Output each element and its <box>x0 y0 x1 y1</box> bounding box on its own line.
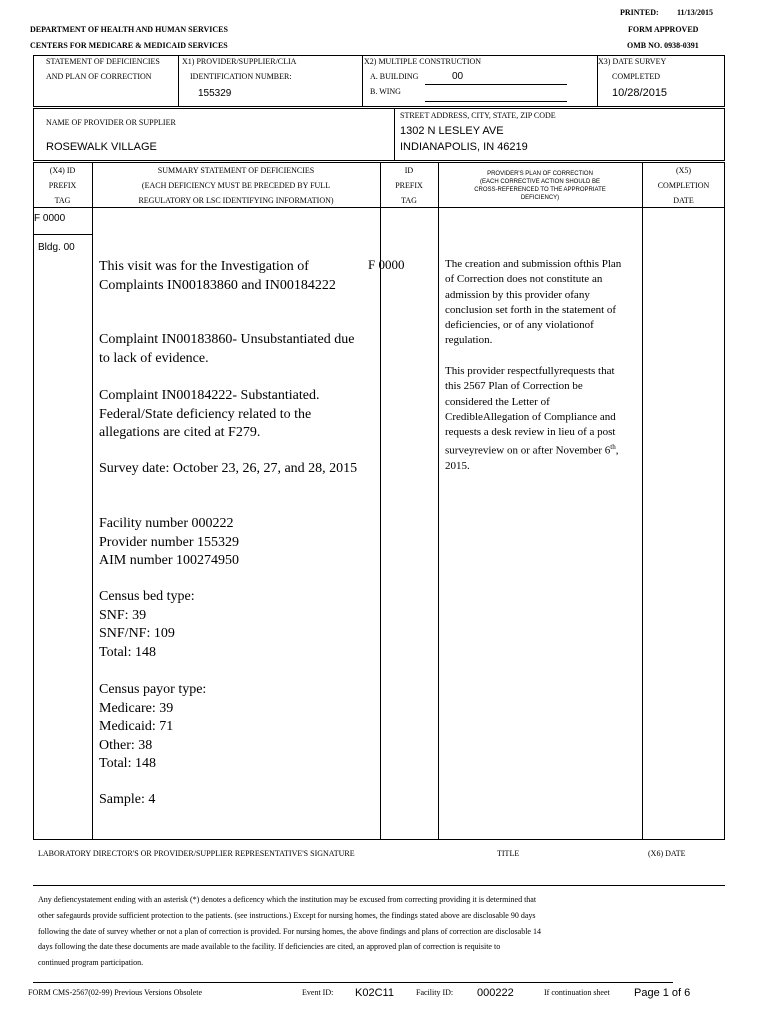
printed-date: 11/13/2015 <box>677 8 714 17</box>
summary-paragraph-8: Sample: 4 <box>99 792 156 807</box>
street-address: 1302 N LESLEY AVE <box>400 125 504 137</box>
provider-name: ROSEWALK VILLAGE <box>46 141 157 153</box>
printed-label: PRINTED: <box>620 8 659 17</box>
summary-paragraph-1: This visit was for the Investigation of Complaints IN00183860 and IN00184222 <box>99 259 336 293</box>
disclaimer-line-4: days following the date these documents are made available to the facility. If deficiencies are cited, an approved plan of correction is requisite to <box>38 942 501 951</box>
x6-date-label: (X6) DATE <box>648 849 686 858</box>
summary-subheader-2: REGULATORY OR LSC IDENTIFYING INFORMATION) <box>138 196 334 205</box>
disclaimer-line-1: Any defiencystatement ending with an asterisk (*) denotes a deficency which the institution may be excused from correcting providing it is determined that <box>38 895 537 904</box>
x4-prefix-header: PREFIX <box>48 181 77 190</box>
event-id-label: Event ID: <box>302 988 334 997</box>
facility-id: 000222 <box>477 987 514 999</box>
date-header: DATE <box>673 196 694 205</box>
x2-label: X2) MULTIPLE CONSTRUCTION <box>364 57 482 66</box>
summary-paragraph-6: Census bed type: SNF: 39 SNF/NF: 109 Total: 148 <box>99 589 195 660</box>
building-label: A. BUILDING <box>370 72 419 81</box>
poc-paragraph-2: This provider respectfullyrequests that this 2567 Plan of Correction be considered the Letter of CredibleAllegation of Compliance and requests a desk review in lieu of a post surveyreview on or after November 6th, 2015. <box>445 365 619 473</box>
x1-label: X1) PROVIDER/SUPPLIER/CLIA <box>182 57 297 66</box>
summary-paragraph-3: Complaint IN00184222- Substantiated. Federal/State deficiency related to the allegations are cited at F279. <box>99 388 320 440</box>
x4-tag-header: TAG <box>54 196 71 205</box>
wing-underline <box>425 101 567 102</box>
id-header: ID <box>404 166 414 175</box>
building-underline <box>425 84 567 85</box>
x3-label: X3) DATE SURVEY <box>598 57 667 66</box>
provider-name-label: NAME OF PROVIDER OR SUPPLIER <box>46 118 176 127</box>
prefix-header: PREFIX <box>395 181 423 190</box>
poc-header: PROVIDER'S PLAN OF CORRECTION <box>487 171 593 177</box>
title-label: TITLE <box>497 849 520 858</box>
disclaimer-line-3: following the date of survey whether or not a plan of correction is provided. For nursing homes, the above findings and plans of correction are disclosable 14 <box>38 927 541 936</box>
left-tag: F 0000 <box>34 213 66 224</box>
completed-label: COMPLETED <box>612 72 660 81</box>
event-id: K02C11 <box>355 987 394 999</box>
summary-paragraph-7: Census payor type: Medicare: 39 Medicaid: 71 Other: 38 Total: 148 <box>99 682 207 771</box>
page-number: Page 1 of 6 <box>634 987 691 999</box>
address-label: STREET ADDRESS, CITY, STATE, ZIP CODE <box>400 111 556 120</box>
disclaimer-line-5: continued program participation. <box>38 958 144 967</box>
row2-box <box>33 108 725 161</box>
building-number: Bldg. 00 <box>38 242 75 253</box>
omb-number: OMB NO. 0938-0391 <box>627 41 699 50</box>
building-value: 00 <box>452 71 464 82</box>
facility-id-label: Facility ID: <box>416 988 454 997</box>
survey-date: 10/28/2015 <box>612 87 668 99</box>
summary-subheader: (EACH DEFICIENCY MUST BE PRECEDED BY FULL <box>141 181 331 190</box>
provider-id: 155329 <box>198 88 232 99</box>
summary-paragraph-5: Facility number 000222 Provider number 155329 AIM number 100274950 <box>99 516 239 568</box>
completion-header: COMPLETION <box>657 181 710 190</box>
form-approved: FORM APPROVED <box>628 25 699 34</box>
summary-header: SUMMARY STATEMENT OF DEFICIENCIES <box>157 166 315 175</box>
id-number-label: IDENTIFICATION NUMBER: <box>190 72 292 81</box>
summary-paragraph-4: Survey date: October 23, 26, 27, and 28, 2015 <box>99 461 358 476</box>
poc-subheader-1: (EACH CORRECTIVE ACTION SHOULD BE <box>479 179 601 185</box>
centers-title: CENTERS FOR MEDICARE & MEDICAID SERVICES <box>30 41 228 50</box>
poc-subheader-2: CROSS-REFERENCED TO THE APPROPRIATE <box>474 187 606 193</box>
form-number: FORM CMS-2567(02-99) Previous Versions Obsolete <box>28 988 203 997</box>
tag-header: TAG <box>401 196 417 205</box>
poc-subheader-3: DEFICIENCY) <box>520 195 560 201</box>
plan-label: AND PLAN OF CORRECTION <box>46 72 152 81</box>
poc-paragraph-1: The creation and submission ofthis Plan of Correction does not constitute an admission by this provider ofany conclusion set forth in the statement of deficiencies, or of any violationof regulation. <box>445 258 622 347</box>
signature-label: LABORATORY DIRECTOR'S OR PROVIDER/SUPPLIER REPRESENTATIVE'S SIGNATURE <box>38 849 355 858</box>
disclaimer-line-2: other safegaurds provide sufficient protection to the patients. (see instructions.) Except for nursing homes, the findings stated above are disclosable 90 days <box>38 911 536 920</box>
right-tag: F 0000 <box>368 257 405 272</box>
dept-title: DEPARTMENT OF HEALTH AND HUMAN SERVICES <box>30 25 228 34</box>
continuation-label: If continuation sheet <box>544 988 610 997</box>
summary-paragraph-2: Complaint IN00183860- Unsubstantiated due to lack of evidence. <box>99 332 355 366</box>
x4-id-header: (X4) ID <box>49 166 76 175</box>
city-state-zip: INDIANAPOLIS, IN 46219 <box>400 141 528 153</box>
statement-label: STATEMENT OF DEFICIENCIES <box>46 57 160 66</box>
x5-header: (X5) <box>675 166 692 175</box>
wing-label: B. WING <box>370 87 401 96</box>
